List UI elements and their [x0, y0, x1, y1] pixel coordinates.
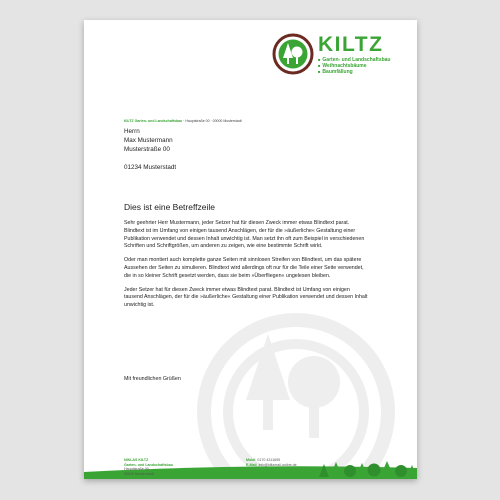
watermark-tree-emblem-icon [196, 312, 396, 479]
letter-body [124, 220, 369, 316]
footer-mobile-value: 0170 4311695 [257, 458, 281, 462]
logo-wordmark: KILTZ [318, 33, 384, 56]
sender-company: KILTZ Garten- und Landschaftsbau [124, 119, 183, 123]
letter-subject: Dies ist eine Betreffzeile [124, 202, 216, 212]
logo-tree-emblem-icon [272, 33, 314, 75]
recipient-address [124, 127, 176, 172]
footer-trees-icon [316, 460, 417, 479]
address-street: Musterstraße 00 [124, 146, 170, 153]
logo-service-line: ■ Garten- und Landschaftsbau [318, 57, 390, 63]
footer-email-value: info@kiltzmail-online.de [258, 462, 297, 467]
address-name: Max Mustermann [124, 137, 173, 144]
body-paragraph: Sehr geehrter Herr Mustermann, jeder Setzer hat für diesen Zweck immer etwas Blindtext parat. Blindtext ist im Umfang von einigen tausend Anschlägen, der für die »äußerliche« Gestaltung einer Publikation verwendet und dessen Inhalt unwichtig ist. Man setzt ihn oft zum Beispiel in verschiedenen Schriften und Schriftgrößen, um anderen zu zeigen, wie eine bestimmte Schrift wirkt. [124, 220, 365, 250]
company-logo [272, 33, 412, 79]
footer-company-block [124, 458, 173, 476]
footer-email-label: E-Mail [246, 462, 257, 467]
footer-city: 00000 Musterstadt [124, 471, 154, 476]
address-salutation: Herrn [124, 128, 140, 135]
logo-services-list [318, 57, 390, 75]
footer-mobile-label: Mobil [246, 458, 256, 462]
footer-owner: NIKLAS KILTZ [124, 458, 149, 462]
logo-service-line: ■ Weihnachtsbäume [318, 63, 390, 69]
body-paragraph: Jeder Setzer hat für diesen Zweck immer etwas Blindtext parat. Blindtext ist Umfang von einigen tausend Anschlägen, der für die »äußerliche« Gestaltung einer Publikation verwendet und dessen Inhalt unwichtig ist. [124, 286, 368, 309]
sender-return-line [124, 119, 242, 123]
footer-contact-block [246, 458, 297, 467]
footer-street: Hauptstraße 00 [124, 467, 149, 472]
sender-address: · Hauptstraße 00 · 00000 Musterstadt [182, 119, 242, 123]
body-paragraph: Oder man montiert auch komplette ganze Seiten mit sinnlosen Streifen von Blindtext, um das spätere Aussehen der Seiten zu simulieren. Blindtext wird allerdings oft nur für die Teile einer Seite verwendet, die in so kleiner Schrift gesetzt werden, dass sie beim »Überfliegen« ungelesen bleiben. [124, 257, 364, 279]
logo-service-line: ■ Baumfällung [318, 69, 390, 75]
letter-page [84, 20, 417, 479]
address-city: 01234 Musterstadt [124, 164, 177, 171]
letter-closing: Mit freundlichen Grüßen [124, 376, 181, 382]
footer-business: Garten- und Landschaftsbau [124, 462, 173, 467]
